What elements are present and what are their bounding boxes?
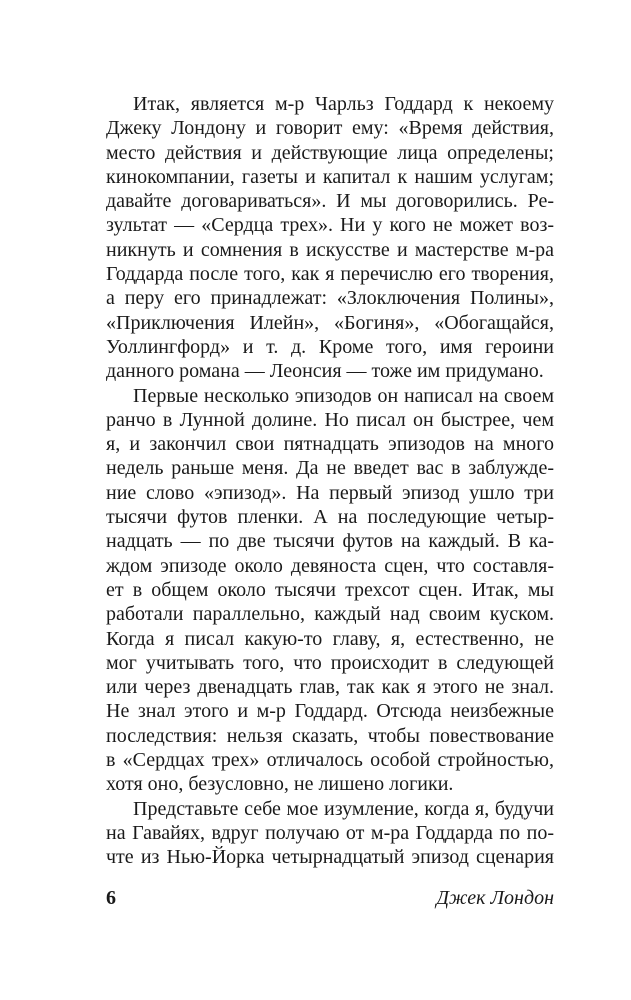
text-line: никнуть и сомнения в искусстве и мастерстве м-ра (106, 238, 554, 261)
text-line: надцать — по две тысячи футов на каждый. В ка- (106, 530, 554, 553)
text-line: Итак, является м-р Чарльз Годдард к некоему (133, 93, 554, 115)
text-line: мог учитывать того, что происходит в следующей (106, 651, 554, 674)
text-line: данного романа — Леонсия — тоже им придумано. (106, 360, 544, 383)
text-line: а перу его принадлежат: «Злоключения Полины», (106, 287, 554, 310)
paragraph (106, 92, 554, 384)
page-number: 6 (106, 887, 116, 909)
text-line: кинокомпании, газеты и капитал к нашим услугам; (106, 165, 554, 188)
paragraph (106, 797, 554, 870)
paragraph (106, 384, 554, 797)
text-line: чте из Нью-Йорка четырнадцатый эпизод сценария (106, 846, 554, 869)
text-line: Не знал этого и м-р Годдард. Отсюда неизбежные (106, 700, 554, 723)
text-line: тысячи футов пленки. А на последующие четыр- (106, 506, 554, 529)
text-line: ждом эпизоде около девяноста сцен, что составля- (106, 554, 554, 577)
text-line: место действия и действующие лица определены; (106, 141, 554, 164)
page-body (106, 92, 554, 870)
text-line: или через двенадцать глав, так как я этого не знал. (106, 676, 554, 699)
text-line: хотя оно, безусловно, не лишено логики. (106, 773, 454, 796)
text-line: Годдарда после того, как я перечислю его творения, (106, 263, 554, 286)
text-line: ет в общем около тысячи трехсот сцен. Итак, мы (106, 578, 554, 601)
text-line: на Гавайях, вдруг получаю от м-ра Годдарда по по- (106, 821, 554, 844)
text-line: Представьте себе мое изумление, когда я, будучи (133, 797, 554, 820)
text-line: ние слово «эпизод». На первый эпизод ушло три (106, 481, 554, 504)
text-line: последствия: нельзя сказать, чтобы повествование (106, 724, 554, 747)
text-line: Когда я писал какую-то главу, я, естественно, не (106, 627, 554, 650)
text-line: давайте договариваться». И мы договорились. Ре- (106, 190, 554, 213)
text-line: Уоллингфорд» и т. д. Кроме того, имя героини (106, 335, 554, 358)
text-line: работали параллельно, каждый над своим куском. (106, 603, 554, 626)
text-line: ранчо в Лунной долине. Но писал он быстрее, чем (106, 408, 554, 431)
page-footer (106, 887, 554, 910)
text-line: я, и закончил свои пятнадцать эпизодов на много (106, 433, 554, 456)
text-line: «Приключения Илейн», «Богиня», «Обогащайся, (106, 311, 554, 334)
running-head-author: Джек Лондон (436, 887, 554, 909)
text-line: недель раньше меня. Да не введет вас в заблужде- (106, 457, 554, 480)
text-line: Первые несколько эпизодов он написал на своем (133, 384, 554, 407)
text-line: зультат — «Сердца трех». Ни у кого не может воз- (106, 214, 554, 237)
text-line: в «Сердцах трех» отличалось особой стройностью, (106, 749, 554, 772)
text-line: Джеку Лондону и говорит ему: «Время действия, (106, 117, 554, 140)
